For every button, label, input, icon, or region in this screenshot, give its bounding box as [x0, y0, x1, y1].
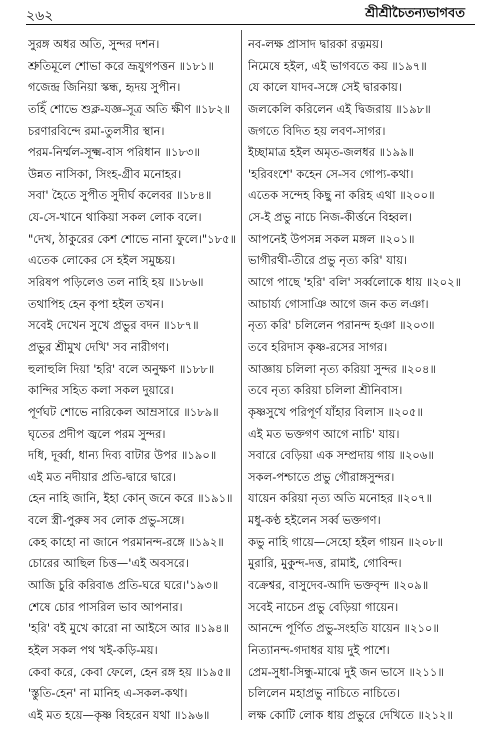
verse-line: যে-সে-খানে থাকিয়া সকল লোক বলে।	[28, 210, 202, 225]
verse-line: প্রভুর শ্রীমুখ দেখি' সব নারীগণ।	[28, 339, 170, 354]
verse-line: নিমেষে হইল, এই ভাগবতে কয় ॥১৯৭॥	[248, 58, 427, 73]
verse-line: শেষে চোর পাসরিল ভাব আপনার।	[28, 599, 183, 614]
verse-line: 'হরি' বই মুখে কারো না আইসে আর ॥১৯৪॥	[28, 621, 230, 636]
verse-line: তহিঁ শোভে শুক্ল-যজ্ঞ-সূত্র অতি ক্ষীণ ॥১৮২॥	[28, 101, 230, 116]
verse-line: এই মত হয়ে—কৃষ্ণ বিহরেন যথা ॥১৯৬॥	[28, 707, 210, 722]
verse-line: সুরঙ্গ অধর অতি, সুন্দর দশন।	[28, 37, 160, 51]
verse-line: মধু-কণ্ঠ হইলেন সর্ব্ব ভক্তগণ।	[248, 513, 381, 528]
verse-line: আনন্দে পূর্ণিত প্রভু-সংহতি যায়েন ॥২১০॥	[248, 621, 439, 636]
verse-line: এই মত ভক্তগণ আগে নাচি' যায়।	[248, 426, 400, 441]
verse-line: এই মত নদীয়ার প্রতি-দ্বারে দ্বারে।	[28, 469, 176, 484]
verse-line: পরম-নির্ম্মল-সূক্ষ্ম-বাস পরিধান ॥১৮৩॥	[28, 145, 200, 160]
verse-line: আজ্ঞায় চলিলা নৃত্য করিয়া সুন্দর ॥২০৪॥	[248, 361, 436, 376]
verse-line: জলকেলি করিলেন এই দ্বিজরায় ॥১৯৮॥	[248, 101, 431, 116]
verse-line: কান্দির সহিত কলা সকল দুয়ারে।	[28, 383, 174, 398]
verse-line: নৃত্য করি' চলিলেন পরানন্দ হঞা ॥২০৩॥	[248, 318, 435, 333]
verse-line: বলে স্ত্রী-পুরুষ সব লোক প্রভু-সঙ্গে।	[28, 513, 185, 528]
verse-line: এতেক লোকের সে হইল সমুচ্চয়।	[28, 253, 176, 268]
verse-line: কৃষ্ণসুখে পরিপূর্ণ যাঁহার বিলাস ॥২০৫॥	[248, 404, 423, 419]
left-column	[28, 34, 236, 727]
verse-line: আচার্য্য গোসাঞি আগে জন কত লঞা।	[248, 296, 429, 311]
page-header	[26, 2, 475, 24]
verse-line: নব-লক্ষ প্রাসাদ দ্বারকা রত্নময়।	[248, 37, 384, 51]
verse-line: তবে নৃত্য করিয়া চলিলা শ্রীনিবাস।	[248, 383, 403, 398]
verse-line: সরিষপ পড়িলেও তল নাহি হয় ॥১৮৬॥	[28, 275, 204, 290]
header-rule	[26, 24, 475, 25]
verse-line: সবেই নাচেন প্রভু বেড়িয়া গায়েন।	[248, 599, 399, 614]
verse-line: শ্রুতিমূলে শোভা করে ভ্রূযুগপত্তন ॥১৮১॥	[28, 58, 215, 73]
verse-line: জগতে বিদিত হয় লবণ-সাগর।	[248, 123, 386, 138]
verse-line: প্রেম-সুধা-সিন্ধু-মাঝে দুই জন ভাসে ॥২১১॥	[248, 664, 444, 679]
verse-line: ঘৃতের প্রদীপ জ্বলে পরম সুন্দর।	[28, 426, 166, 441]
verse-line: "দেখ, ঠাকুরের কেশ শোভে নানা ফুলে।"১৮৫॥	[28, 231, 236, 246]
verse-line: নিত্যানন্দ-গদাধর যায় দুই পাশে।	[248, 642, 390, 657]
verse-line: চলিলেন মহাপ্রভু নাচিতে নাচিতে।	[248, 686, 401, 701]
verse-line: ইচ্ছামাত্র হইল অমৃত-জলধর ॥১৯৯॥	[248, 145, 415, 160]
verse-line: চরণারবিন্দে রমা-তুলসীর স্থান।	[28, 123, 165, 138]
page-number: ২৬২	[26, 8, 54, 24]
verse-line: বক্রেশ্বর, বাসুদেব-আদি ভক্তবৃন্দ ॥২০৯॥	[248, 578, 429, 593]
right-column	[248, 34, 478, 727]
running-title: শ্রীশ্রীচৈতন্যভাগবত	[365, 6, 465, 21]
verse-line: উন্নত নাসিকা, সিংহ-গ্রীব মনোহর।	[28, 166, 182, 181]
verse-line: লক্ষ কোটি লোক ধায় প্রভুরে দেখিতে ॥২১২॥	[248, 707, 453, 722]
verse-line: আজি চুরি করিবাঙ প্রতি-ঘরে ঘরে।'১৯৩॥	[28, 578, 219, 593]
verse-line: পূর্ণঘট শোভে নারিকেল আম্রসারে ॥১৮৯॥	[28, 404, 219, 419]
verse-line: দধি, দূর্ব্বা, ধান্য দিব্য বাটার উপর ॥১৯০॥	[28, 448, 217, 463]
column-divider	[241, 30, 242, 720]
verse-line: সবেই দেখেন সুখে প্রভুর বদন ॥১৮৭॥	[28, 318, 199, 333]
verse-line: কভু নাহি গায়ে—সেহো হইল গায়ন ॥২০৮॥	[248, 534, 443, 549]
verse-line: 'স্তুতি-হেন' না মানিহ এ-সকল-কথা।	[28, 686, 188, 701]
verse-line: হেন নাহি জানি, ইহা কোন্‌ জনে করে ॥১৯১॥	[28, 491, 233, 506]
verse-line: আগে পাছে 'হরি' বলি' সর্ব্বলোকে ধায় ॥২০২॥	[248, 275, 462, 290]
verse-line: যায়েন করিয়া নৃত্য অতি মনোহর ॥২০৭॥	[248, 491, 432, 506]
verse-line: 'হরিবংশে' কহেন সে-সব গোপ্য-কথা।	[248, 166, 414, 181]
verse-line: যে কালে যাদব-সঙ্গে সেই দ্বারকায়।	[248, 80, 402, 95]
verse-line: সবা' হৈতে সুপীত সুদীর্ঘ কলেবর ॥১৮৪॥	[28, 188, 212, 203]
verse-line: তথাপিহ হেন কৃপা হইল তখন।	[28, 296, 164, 311]
verse-line: চোরের আছিল চিত্ত—'এই অবসরে।	[28, 556, 189, 571]
verse-line: ভাগীরথী-তীরে প্রভু নৃত্য করি' যায়।	[248, 253, 408, 268]
verse-line: সবারে বেড়িয়া এক সম্প্রদায় গায় ॥২০৬॥	[248, 448, 434, 463]
verse-line: কেহ কাহো না জানে পরমানন্দ-রঙ্গে ॥১৯২॥	[28, 534, 224, 549]
verse-line: হুলাহুলি দিয়া 'হরি' বলে অনুক্ষণ ॥১৮৮॥	[28, 361, 215, 376]
verse-line: আপনেই উপসন্ন সকল মঙ্গল ॥২০১॥	[248, 231, 415, 246]
verse-line: মুরারি, মুকুন্দ-দত্ত, রামাই, গোবিন্দ।	[248, 556, 402, 571]
verse-line: কেবা করে, কেবা ফেলে, হেন রঙ্গ হয় ॥১৯৫॥	[28, 664, 231, 679]
verse-line: এতেক সন্দেহ কিছু না করিহ এথা ॥২০০॥	[248, 188, 435, 203]
verse-line: হইল সকল পথ খই-কড়ি-ময়।	[28, 642, 158, 657]
verse-line: গজেন্দ্র জিনিয়া স্কন্ধ, হৃদয় সুপীন।	[28, 80, 181, 95]
verse-line: সকল-পশ্চাতে প্রভু গৌরাঙ্গসুন্দর।	[248, 469, 395, 484]
verse-line: সে-ই প্রভু নাচে নিজ-কীর্ত্তনে বিহ্বল।	[248, 210, 412, 225]
verse-line: তবে হরিদাস কৃষ্ণ-রসের সাগর।	[248, 339, 388, 354]
